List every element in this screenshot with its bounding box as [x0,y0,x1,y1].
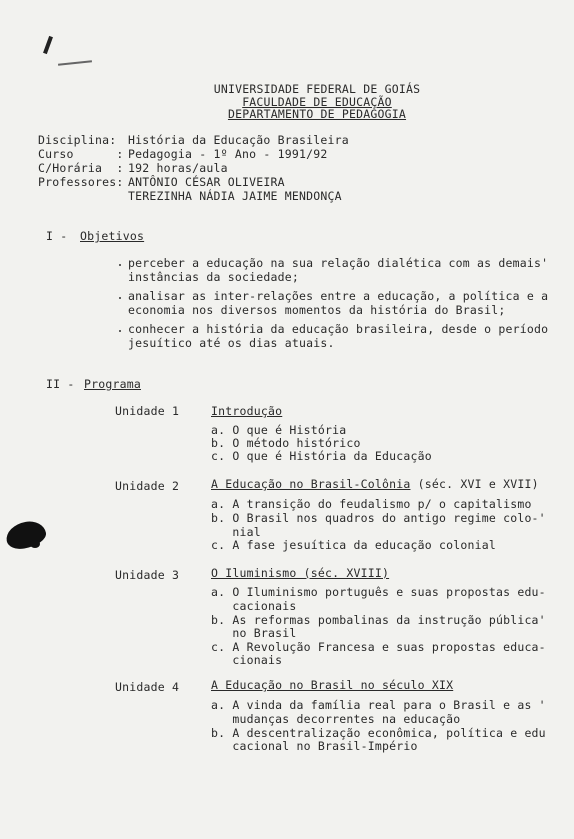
objetivo-line: economia nos diversos momentos da história do Brasil; [128,303,506,317]
unit-label: Unidade 1 [115,404,180,418]
faculty-name: FACULDADE DE EDUCAÇÃO [242,95,392,109]
objetivos-heading: Objetivos [80,229,145,243]
unit-label: Unidade 3 [115,568,180,582]
unit-line: a. A vinda da família real para o Brasil e as ' [211,698,546,712]
unit-title-row [211,477,539,491]
unit-label: Unidade 2 [115,479,180,493]
curso-label: Curso : [38,147,124,161]
bullet-icon [119,297,121,299]
unit-line: no Brasil [211,626,297,640]
professores-label: Professores: [38,175,124,189]
department-name: DEPARTAMENTO DE PEDAGOGIA [227,107,407,121]
programa-heading: Programa [84,377,141,391]
carga-horaria-label: C/Horária : [38,161,124,175]
unit-label: Unidade 4 [115,680,180,694]
unit-line: a. O Iluminismo português e suas propostas edu- [211,585,546,599]
unit-line: c. O que é História da Educação [211,449,432,463]
unit-line: nial [211,525,261,539]
university-name: UNIVERSIDADE FEDERAL DE GOIÁS [213,82,421,96]
ink-blot [4,519,48,552]
scan-mark-top-left [43,36,53,54]
bullet-icon [119,264,121,266]
unit-line: cacionais [211,599,297,613]
programa-number: II - [46,377,75,391]
unit-title: A Educação no Brasil-Colônia [211,477,411,491]
disciplina-value: História da Educação Brasileira [128,133,349,147]
bullet-icon [119,330,121,332]
unit-title-suffix: (séc. XVI e XVII) [410,477,539,491]
unit-line: a. A transição do feudalismo p/ o capitalismo [211,497,532,511]
objetivos-number: I - [46,229,68,243]
objetivo-line: analisar as inter-relações entre a educação, a política e a [128,289,549,303]
curso-value: Pedagogia - 1º Ano - 1991/92 [128,147,328,161]
unit-title: Introdução [211,404,283,418]
unit-line: b. As reformas pombalinas da instrução pública' [211,613,546,627]
objetivo-line: jesuítico até os dias atuais. [128,336,335,350]
objetivo-line: conhecer a história da educação brasileira, desde o período [128,322,549,336]
professor-1: ANTÔNIO CÉSAR OLIVEIRA [128,175,285,189]
disciplina-label: Disciplina: [38,133,117,147]
unit-line: cacional no Brasil-Império [211,739,418,753]
unit-title: A Educação no Brasil no século XIX [211,678,454,692]
unit-line: c. A Revolução Francesa e suas propostas educa- [211,640,546,654]
objetivo-line: instâncias da sociedade; [128,270,299,284]
scan-mark-top-left-stroke [58,60,92,66]
carga-horaria-value: 192 horas/aula [128,161,228,175]
ink-blot-drip [30,540,40,548]
unit-title: O Iluminismo (séc. XVIII) [211,566,390,580]
objetivo-line: perceber a educação na sua relação dialética com as demais' [128,256,549,270]
unit-line: cionais [211,653,283,667]
unit-line: c. A fase jesuítica da educação colonial [211,538,496,552]
unit-line: mudanças decorrentes na educação [211,712,461,726]
unit-line: b. A descentralização econômica, política e edu [211,726,546,740]
unit-line: b. O Brasil nos quadros do antigo regime colo-' [211,511,546,525]
unit-line: b. O método histórico [211,436,361,450]
unit-line: a. O que é História [211,423,347,437]
professor-2: TEREZINHA NÁDIA JAIME MENDONÇA [128,189,342,203]
